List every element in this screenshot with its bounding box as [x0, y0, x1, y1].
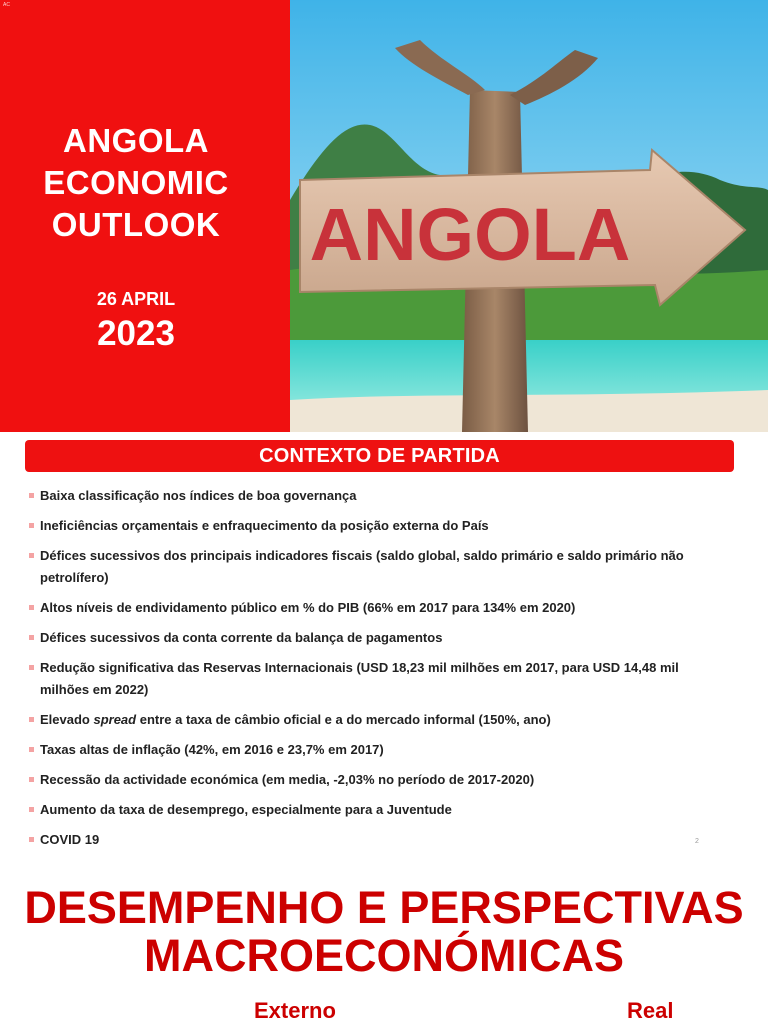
- cover-title-line: OUTLOOK: [51, 206, 221, 243]
- list-item: [26, 709, 726, 731]
- context-bullet-list: [26, 485, 726, 859]
- list-item: Taxas altas de inflação (42%, em 2016 e 23,7% em 2017): [26, 739, 726, 761]
- subheading-real: Real: [627, 998, 674, 1023]
- list-item: Altos níveis de endividamento público em % do PIB (66% em 2017 para 134% em 2020): [26, 597, 726, 619]
- list-item: Défices sucessivos da conta corrente da balança de pagamentos: [26, 627, 726, 649]
- spread-term: spread: [93, 712, 137, 727]
- section-title: [0, 884, 768, 980]
- list-item: Ineficiências orçamentais e enfraquecimento da posição externa do País: [26, 515, 726, 537]
- section-title-line: DESEMPENHO E PERSPECTIVAS: [24, 882, 744, 933]
- list-item: Redução significativa das Reservas Internacionais (USD 18,23 mil milhões em 2017, para USD 14,48 mil milhões em 2022): [26, 657, 726, 701]
- list-item: COVID 19: [26, 829, 726, 851]
- page-number: 2: [695, 838, 699, 845]
- list-item-text: Elevado: [40, 712, 94, 727]
- list-item: Baixa classificação nos índices de boa governança: [26, 485, 726, 507]
- cover-title-line: ECONOMIC: [43, 164, 229, 201]
- context-heading: CONTEXTO DE PARTIDA: [25, 440, 734, 472]
- sign-text: ANGOLA: [309, 193, 631, 276]
- list-item-text: entre a taxa de câmbio oficial e a do mercado informal (150%, ano): [136, 712, 551, 727]
- context-slide: [0, 432, 768, 862]
- corner-mark: AC: [3, 2, 10, 8]
- cover-slide: [0, 0, 768, 432]
- subheading-externo: Externo: [254, 998, 336, 1023]
- section-title-line: MACROECONÓMICAS: [144, 930, 624, 981]
- cover-title: [0, 120, 272, 246]
- list-item: Recessão da actividade económica (em media, -2,03% no período de 2017-2020): [26, 769, 726, 791]
- list-item: Défices sucessivos dos principais indicadores fiscais (saldo global, saldo primário e saldo primário não petrolífero): [26, 545, 726, 589]
- cover-title-line: ANGOLA: [63, 122, 209, 159]
- section-slide: [0, 862, 768, 1024]
- cover-year: 2023: [97, 314, 175, 353]
- list-item: Aumento da taxa de desemprego, especialmente para a Juventude: [26, 799, 726, 821]
- cover-date: 26 APRIL: [96, 289, 176, 309]
